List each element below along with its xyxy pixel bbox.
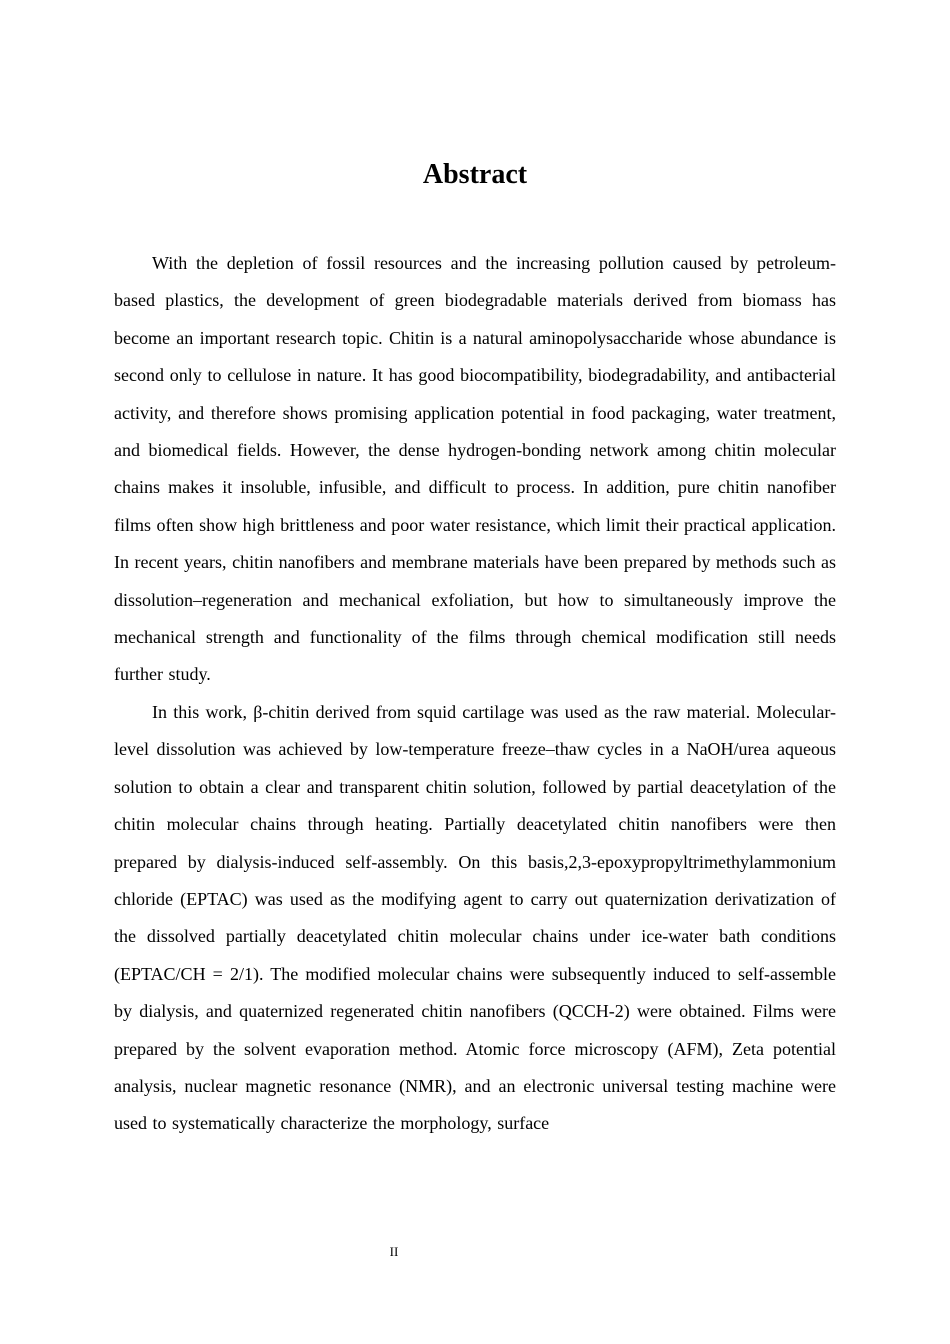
page-number: II [389, 1244, 399, 1259]
abstract-body [114, 245, 836, 1143]
abstract-paragraph-1: With the depletion of fossil resources and the increasing pollution caused by petroleum-based plastics, the development of green biodegradable materials derived from biomass has become an important research topic. Chitin is a natural aminopolysaccharide whose abundance is second only to cellulose in nature. It has good biocompatibility, biodegradability, and antibacterial activity, and therefore shows promising application potential in food packaging, water treatment, and biomedical fields. However, the dense hydrogen-bonding network among chitin molecular chains makes it insoluble, infusible, and difficult to process. In addition, pure chitin nanofiber films often show high brittleness and poor water resistance, which limit their practical application. In recent years, chitin nanofibers and membrane materials have been prepared by methods such as dissolution–regeneration and mechanical exfoliation, but how to simultaneously improve the mechanical strength and functionality of the films through chemical modification still needs further study. [114, 253, 836, 685]
abstract-heading: Abstract [422, 159, 528, 190]
abstract-paragraph-2: In this work, β-chitin derived from squid cartilage was used as the raw material. Molecular-level dissolution was achieved by low-temperature freeze–thaw cycles in a NaOH/urea aqueous solution to obtain a clear and transparent chitin solution, followed by partial deacetylation of the chitin molecular chains through heating. Partially deacetylated chitin nanofibers were then prepared by dialysis-induced self-assembly. On this basis,2,3-epoxypropyltrimethylammonium chloride (EPTAC) was used as the modifying agent to carry out quaternization derivatization of the dissolved partially deacetylated chitin molecular chains under ice-water bath conditions (EPTAC/CH = 2/1). The modified molecular chains were subsequently induced to self-assemble by dialysis, and quaternized regenerated chitin nanofibers (QCCH-2) were obtained. Films were prepared by the solvent evaporation method. Atomic force microscopy (AFM), Zeta potential analysis, nuclear magnetic resonance (NMR), and an electronic universal testing machine were used to systematically characterize the morphology, surface [114, 701, 836, 1134]
